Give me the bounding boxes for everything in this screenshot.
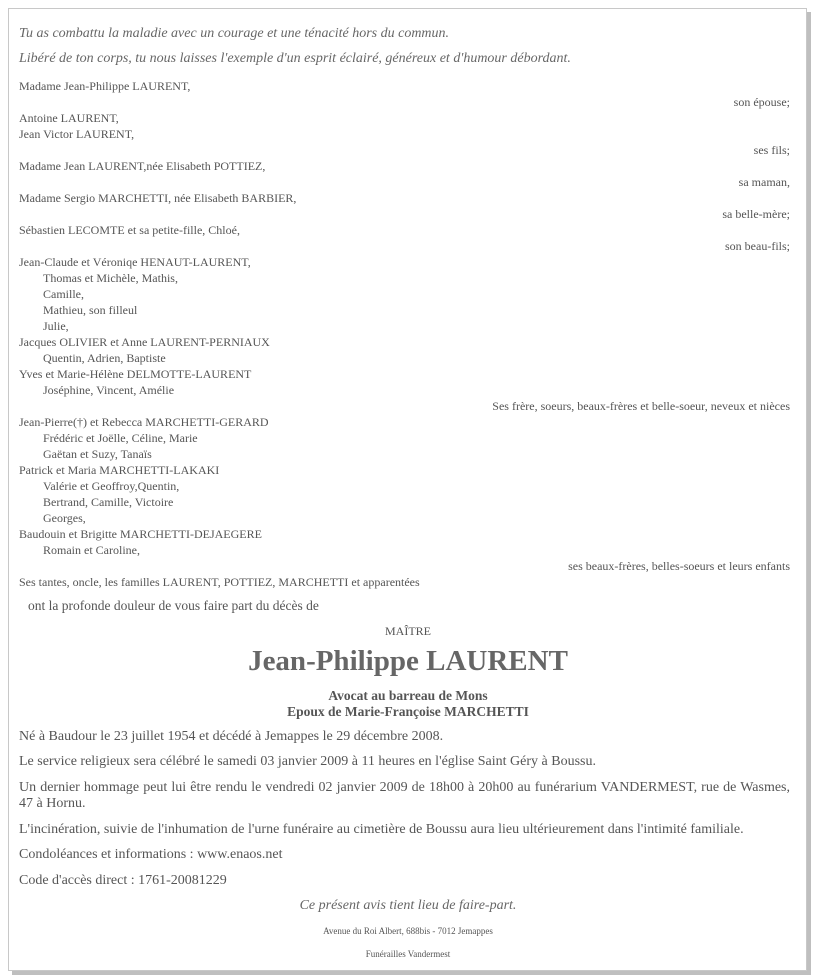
family-subline: Gaëtan et Suzy, Tanaïs	[43, 447, 152, 461]
intro-line-1: Tu as combattu la maladie avec un courage et une ténacité hors du commun.	[19, 26, 450, 41]
deceased-name: Jean-Philippe LAURENT	[248, 645, 568, 677]
address: Avenue du Roi Albert, 688bis - 7012 Jemappes	[323, 926, 493, 936]
family-line: Jean-Pierre(†) et Rebecca MARCHETTI-GERARD	[19, 415, 269, 429]
profession: Avocat au barreau de Mons	[328, 688, 488, 703]
cremation-info: L'incinération, suivie de l'inhumation de l'urne funéraire au cimetière de Boussu aura lieu ultérieurement dans l'intimité familiale.	[19, 822, 744, 837]
relation-label: sa maman,	[738, 175, 790, 189]
relation-label: son épouse;	[733, 95, 790, 109]
family-subline: Mathieu, son filleul	[43, 303, 138, 317]
family-subline: Georges,	[43, 511, 86, 525]
family-line: Madame Jean LAURENT,née Elisabeth POTTIEZ,	[19, 159, 266, 173]
relation-label: ses fils;	[753, 143, 790, 157]
family-subline: Quentin, Adrien, Baptiste	[43, 351, 166, 365]
tribute-info: Un dernier hommage peut lui être rendu le vendredi 02 janvier 2009 de 18h00 à 20h00 au funérarium VANDERMEST, rue de Wasmes, 47 à Hornu.	[19, 780, 790, 811]
family-line: Jacques OLIVIER et Anne LAURENT-PERNIAUX	[19, 335, 270, 349]
relation-label: sa belle-mère;	[722, 207, 790, 221]
relation-label: Ses frère, soeurs, beaux-frères et belle-soeur, neveux et nièces	[492, 399, 790, 413]
relation-label: ses beaux-frères, belles-soeurs et leurs enfants	[568, 559, 790, 573]
family-subline: Frédéric et Joëlle, Céline, Marie	[43, 431, 198, 445]
family-line: Patrick et Maria MARCHETTI-LAKAKI	[19, 463, 220, 477]
family-subline: Romain et Caroline,	[43, 543, 140, 557]
family-line: Ses tantes, oncle, les familles LAURENT, POTTIEZ, MARCHETTI et apparentées	[19, 575, 420, 589]
announcement: ont la profonde douleur de vous faire part du décès de	[28, 598, 319, 613]
family-subline: Julie,	[43, 319, 69, 333]
family-subline: Valérie et Geoffroy,Quentin,	[43, 479, 180, 493]
birth-death-info: Né à Baudour le 23 juillet 1954 et décédé à Jemappes le 29 décembre 2008.	[19, 729, 444, 744]
access-code: Code d'accès direct : 1761-20081229	[19, 873, 227, 888]
family-line: Jean-Claude et Véroniqe HENAUT-LAURENT,	[19, 255, 251, 269]
family-line: Jean Victor LAURENT,	[19, 127, 135, 141]
family-line: Baudouin et Brigitte MARCHETTI-DEJAEGERE	[19, 527, 262, 541]
family-line: Madame Jean-Philippe LAURENT,	[19, 79, 191, 93]
family-line: Madame Sergio MARCHETTI, née Elisabeth BARBIER,	[19, 191, 297, 205]
condolences-info: Condoléances et informations : www.enaos.net	[19, 847, 283, 862]
service-info: Le service religieux sera célébré le samedi 03 janvier 2009 à 11 heures en l'église Saint Géry à Boussu.	[19, 754, 596, 769]
undertaker-name: Funérailles Vandermest	[365, 949, 451, 959]
honorific-title: MAÎTRE	[385, 624, 431, 638]
intro-line-2: Libéré de ton corps, tu nous laisses l'exemple d'un esprit éclairé, généreux et d'humour débordant.	[19, 51, 571, 66]
family-line: Sébastien LECOMTE et sa petite-fille, Chloé,	[19, 223, 240, 237]
family-subline: Joséphine, Vincent, Amélie	[43, 383, 175, 397]
family-line: Antoine LAURENT,	[19, 111, 119, 125]
spouse: Epoux de Marie-Françoise MARCHETTI	[287, 704, 529, 719]
notice-text: Ce présent avis tient lieu de faire-part.	[299, 898, 517, 913]
family-line: Yves et Marie-Hélène DELMOTTE-LAURENT	[19, 367, 252, 381]
family-subline: Thomas et Michèle, Mathis,	[43, 271, 178, 285]
relation-label: son beau-fils;	[725, 239, 790, 253]
family-subline: Bertrand, Camille, Victoire	[43, 495, 174, 509]
family-subline: Camille,	[43, 287, 84, 301]
